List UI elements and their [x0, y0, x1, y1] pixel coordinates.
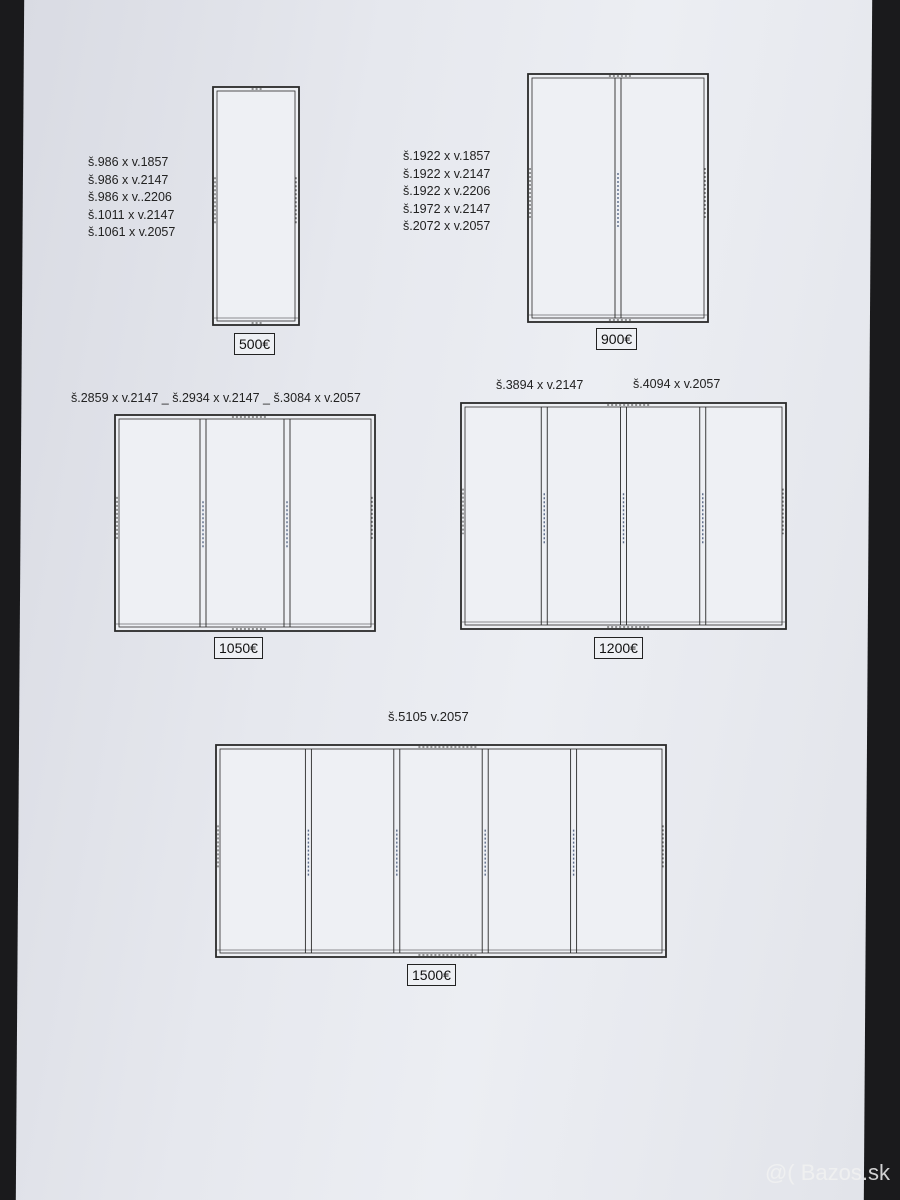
door-1-dimension: š.986 x v..2206	[88, 190, 172, 204]
door-1-dimension: š.1011 x v.2147	[88, 207, 175, 222]
door-1-dimensions	[88, 154, 175, 242]
door-1-dimension: š.986 x v.1857	[88, 155, 169, 169]
door-1-price: 500€	[234, 333, 275, 355]
door-4-drawing	[460, 402, 787, 630]
door-outer-frame	[461, 403, 786, 629]
door-3-dimensions: š.2859 x v.2147 _ š.2934 x v.2147 _ š.3084 x v.2057	[71, 391, 361, 405]
door-5-drawing	[215, 744, 667, 958]
door-1-dimension: š.986 x v.2147	[88, 172, 169, 187]
door-2-dimension: š.1922 x v.2147	[403, 166, 491, 181]
door-1-drawing	[212, 86, 300, 326]
door-3-price: 1050€	[214, 637, 263, 659]
door-2-dimension: š.1972 x v.2147	[403, 201, 491, 216]
door-outer-frame	[216, 745, 666, 957]
door-outer-frame	[213, 87, 299, 325]
door-2-dimensions	[403, 148, 490, 236]
door-3-drawing	[114, 414, 376, 632]
door-2-dimension: š.2072 x v.2057	[403, 219, 491, 233]
door-4-dimension-b: š.4094 x v.2057	[633, 377, 721, 391]
door-5-dimensions: š.5105 v.2057	[388, 709, 469, 724]
door-2-price: 900€	[596, 328, 637, 350]
door-4-price: 1200€	[594, 637, 643, 659]
door-2-drawing	[527, 73, 709, 323]
door-2-dimension: š.1922 x v.1857	[403, 149, 491, 163]
door-2-dimension: š.1922 x v.2206	[403, 184, 491, 198]
door-outer-frame	[115, 415, 375, 631]
door-4-dimension-a: š.3894 x v.2147	[496, 378, 584, 392]
door-1-dimension: š.1061 x v.2057	[88, 225, 176, 239]
door-5-price: 1500€	[407, 964, 456, 986]
bazos-watermark: @( Bazos.sk	[764, 1160, 890, 1185]
